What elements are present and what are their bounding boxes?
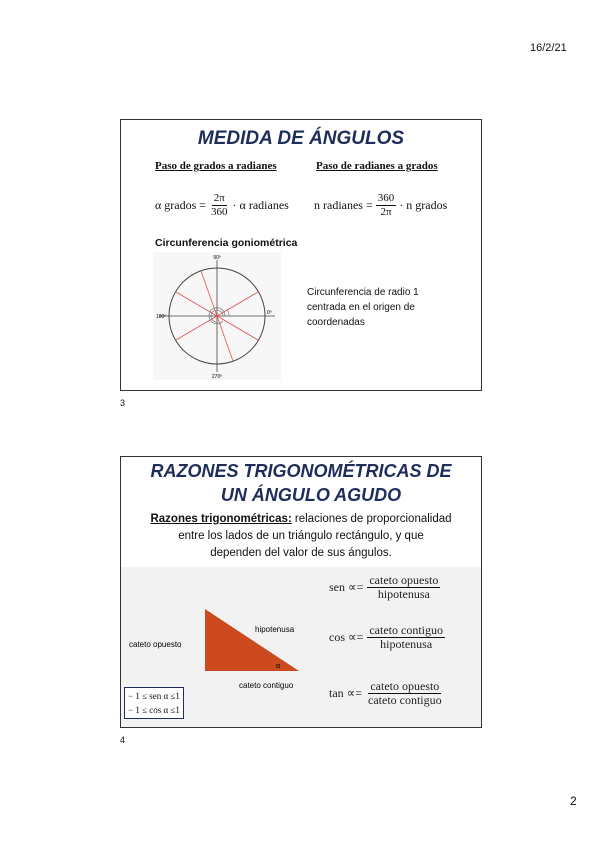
slide-title: MEDIDA DE ÁNGULOS [197,128,405,149]
date-label: 16/2/21 [530,42,567,54]
angle-alpha-label: α [276,661,281,670]
ratio-numerator: cateto opuesto [369,573,439,587]
slide-number: 4 [120,735,126,745]
deg-to-rad-formula [155,192,289,219]
radius-line [201,271,217,316]
ratio-fraction [367,624,445,651]
ratio-fraction [367,574,440,601]
hypotenuse-label: hipotenusa [255,625,295,634]
fraction-denominator: 360 [211,206,228,218]
unit-circle-svg [153,252,281,380]
slide-number: 3 [120,398,126,408]
radius-line [176,292,217,316]
ratio-denominator: cateto contiguo [368,693,442,707]
slide-measure-angles [120,119,482,391]
radius-line [217,316,233,361]
description-line: Circunferencia de radio 1 [307,287,419,298]
ratio-numerator: cateto opuesto [370,679,440,693]
definition-line: entre los lados de un triángulo rectángulo, y que [178,530,424,542]
definition-rest: relaciones de proporcionalidad [291,513,452,525]
rad-to-deg-heading: Paso de radianes a grados [316,160,438,172]
description-line: centrada en el origen de [307,302,415,313]
ratio-numerator: cateto contiguo [369,623,443,637]
definition-lead: Razones trigonométricas: [150,513,292,525]
inequality-cos: − 1 ≤ cos α ≤1 [128,705,180,715]
cos-ratio [329,624,448,651]
page-number: 2 [570,794,577,808]
deg-to-rad-heading: Paso de grados a radianes [155,160,277,172]
circle-label-top: 90º [213,255,221,261]
formula-fraction [376,192,397,219]
formula-lhs: α grados = [155,198,207,212]
ratio-function: cos ∝= [329,630,364,644]
ratio-function: sen ∝= [329,580,364,594]
radius-line [176,316,217,340]
rad-to-deg-formula [314,192,447,219]
ratio-fraction [366,680,444,707]
slide-title-line1: RAZONES TRIGONOMÉTRICAS DE [150,461,452,481]
opposite-label: cateto opuesto [129,640,182,649]
ratio-function: tan ∝= [329,686,362,700]
circle-description [307,285,419,330]
circle-heading: Circunferencia goniométrica [155,237,298,249]
slide-trig-ratios [120,456,482,728]
circle-label-bottom: 270º [211,374,223,380]
radius-line [217,316,258,340]
radius-line [217,292,258,316]
inequality-box [124,687,184,719]
formula-fraction [209,192,230,219]
circle-label-right: 0º [267,310,272,316]
fraction-denominator: 2π [380,206,392,218]
unit-circle-figure [153,252,281,380]
slide-title-line2: UN ÁNGULO AGUDO [220,485,402,505]
definition-text [125,511,477,562]
adjacent-label: cateto contiguo [239,681,294,690]
description-line: coordenadas [307,317,365,328]
inequality-sin: − 1 ≤ sen α ≤1 [128,691,180,701]
formula-rhs: · α radianes [232,198,289,212]
ratio-denominator: hipotenusa [377,587,430,601]
formula-rhs: · n grados [399,198,448,212]
tan-ratio [329,680,447,707]
fraction-numerator: 2π [213,192,225,204]
circle-label-left: 180º [156,314,167,320]
formula-lhs: n radianes = [314,198,373,212]
angle-arc [227,309,229,316]
right-triangle [205,609,299,671]
sin-ratio [329,574,443,601]
fraction-numerator: 360 [377,192,395,204]
ratio-denominator: hipotenusa [380,637,433,651]
definition-line: dependen del valor de sus ángulos. [210,547,392,559]
